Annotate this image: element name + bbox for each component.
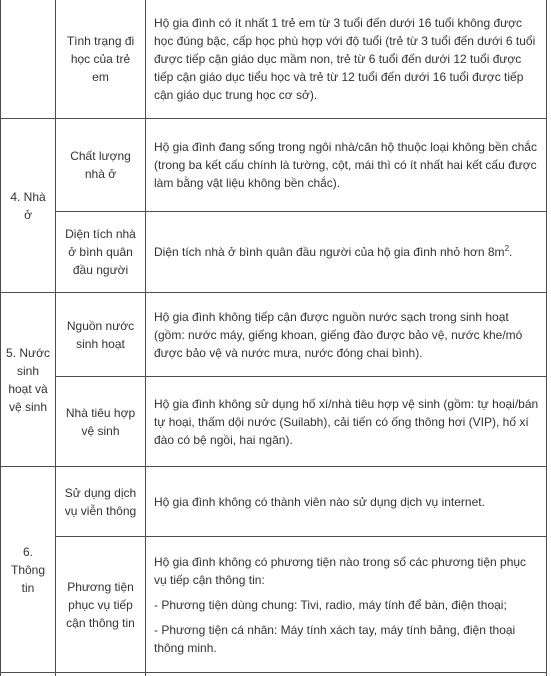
sub-indicator — [56, 537, 145, 672]
group-label — [1, 119, 55, 292]
description-end: . — [509, 245, 513, 259]
sub-indicator — [56, 293, 145, 376]
indicator-description — [146, 377, 546, 466]
group-label-text: 4. Nhà ở — [10, 189, 46, 222]
sub-indicator-label: Sử dụng dịch vụ viễn thông — [64, 485, 137, 518]
description-text: Diện tích nhà ở bình quân đầu người của hộ gia đình nhỏ hơn 8m — [154, 245, 505, 259]
sub-indicator — [56, 377, 145, 466]
sub-indicator — [56, 212, 145, 292]
sub-indicator-label: Phương tiện phục vụ tiếp cận thông tin — [66, 579, 135, 630]
description-text: Hộ gia đình không tiếp cận được nguồn nước sạch trong sinh hoạt (gồm: nước máy, giếng khoan, giếng đào được bảo vệ, nước khe/mó được bảo vệ và nước mưa, nước đóng chai bình). — [154, 309, 523, 360]
table-border-right — [546, 0, 547, 676]
group-label — [1, 293, 55, 466]
sub-indicator-label: Nhà tiêu hợp vệ sinh — [65, 405, 136, 438]
group-label — [1, 467, 55, 672]
indicator-description — [146, 212, 546, 292]
description-text: Hộ gia đình đang sống trong ngôi nhà/căn hộ thuộc loại không bền chắc (trong ba kết cấu chính là tường, cột, mái thì có ít nhất hai kết cấu được làm bằng vật liệu không bền chắc). — [154, 140, 537, 190]
sub-indicator-label: Chất lượng nhà ở — [70, 149, 131, 181]
description-paragraph: - Phương tiện dùng chung: Tivi, radio, máy tính để bàn, điện thoại; — [154, 597, 507, 612]
indicator-description — [146, 467, 546, 536]
sub-indicator-label: Tình trạng đi học của trẻ em — [66, 34, 135, 84]
table-border-bottom — [0, 672, 547, 673]
indicator-description — [146, 537, 546, 672]
group-label-text: 6. Thông tin — [10, 544, 46, 595]
indicator-description — [146, 293, 546, 376]
description-text: Hộ gia đình không sử dụng hố xí/nhà tiêu hợp vệ sinh (gồm: tự hoại/bán tự hoại, thấm dội nước (Suilabh), cải tiến có ống thông hơi (VIP), hố xí đào có bệ ngồi, hai ngăn). — [154, 396, 539, 447]
sub-indicator-label: Nguồn nước sinh hoạt — [66, 318, 135, 351]
sub-indicator — [56, 0, 145, 118]
description-paragraph: Hộ gia đình không có phương tiện nào trong số các phương tiện phục vụ tiếp cận thông tin: — [154, 554, 527, 587]
description-text: Hộ gia đình không có thành viên nào sử dụng dịch vụ internet. — [154, 494, 485, 509]
superscript: 2 — [504, 244, 510, 253]
description-text: Hộ gia đình có ít nhất 1 trẻ em từ 3 tuổi đến dưới 16 tuổi không được học đúng bậc, cấp học phù hợp với độ tuổi (trẻ từ 3 tuổi đến dưới 6 tuổi được tiếp cận giáo dục mầm non, trẻ từ 6 tuổi đến dưới 12 tuổi được tiếp cận giáo dục tiểu học và trẻ từ 12 tuổi đến dưới 16 tuổi được tiếp cận giáo dục trung học cơ sở). — [154, 16, 536, 102]
group-label-text: 5. Nước sinh hoạt và vệ sinh — [6, 345, 50, 414]
indicator-description — [146, 119, 546, 211]
sub-indicator-label: Diện tích nhà ở bình quân đầu người — [65, 227, 136, 277]
description-paragraph: - Phương tiện cá nhân: Máy tính xách tay, máy tính bảng, điện thoại thông minh. — [154, 622, 516, 655]
sub-indicator — [56, 119, 145, 211]
sub-indicator — [56, 467, 145, 536]
indicator-description — [146, 0, 546, 118]
